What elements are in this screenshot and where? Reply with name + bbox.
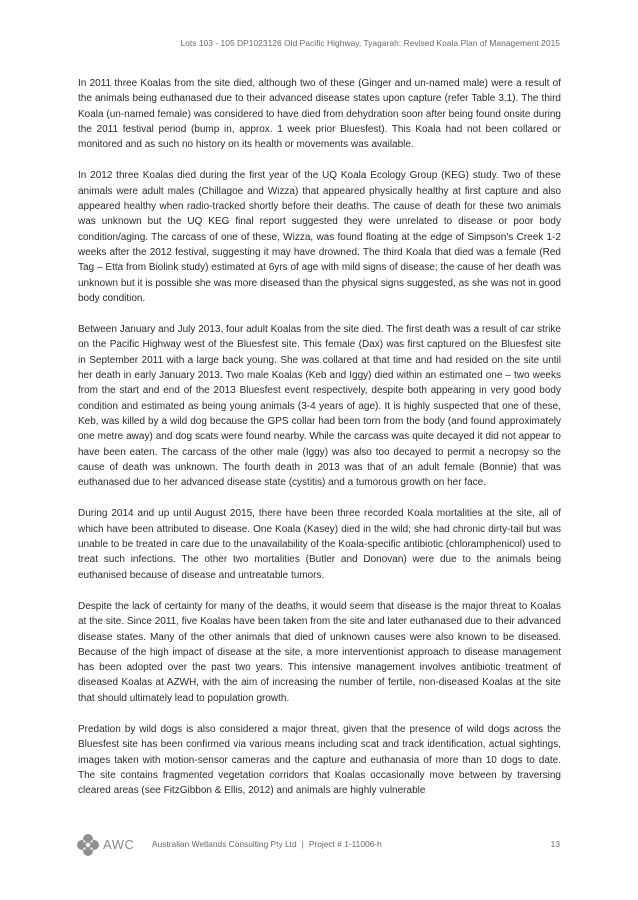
page-number: 13 xyxy=(550,839,560,849)
body-paragraph: During 2014 and up until August 2015, there have been three recorded Koala mortalities at the site, all of which have been attributed to disease. One Koala (Kasey) died in the wild; she had chronic dirty-tail but was unable to be treated in care due to the unavailability of the Koala-specific antibiotic (chloramphenicol) used to treat such infections. The other two mortalities (Butler and Donovan) were due to the animals being euthanised because of disease and untreatable tumors. xyxy=(78,508,561,581)
awc-logo-icon xyxy=(76,833,100,857)
footer-separator: | xyxy=(301,839,304,849)
logo-wordmark: AWC xyxy=(103,837,135,852)
body-paragraph: In 2011 three Koalas from the site died, although two of these (Ginger and un-named male) were a result of the animals being euthanased due to their advanced disease states upon capture (refer Table 3.1). The third Koala (un-named female) was considered to have died from dehydration soon after being found onsite during the 2011 festival period (bump in, approx. 1 week prior Bluesfest). This Koala had not been collared or monitored and as such no history on its health or movements was available. xyxy=(78,78,561,151)
page-footer xyxy=(0,830,638,860)
body-paragraph: Despite the lack of certainty for many of the deaths, it would seem that disease is the major threat to Koalas at the site. Since 2011, five Koalas have been taken from the site and later euthanased due to their advanced disease states. Many of the other animals that died of unknown causes were also known to be diseased. Because of the high impact of disease at the site, a more interventionist approach to disease management has been adopted over the past two years. This intensive management involves antibiotic treatment of diseased Koalas at AZWH, with the aim of increasing the number of fertile, non-diseased Koalas at the site that should ultimately lead to population growth. xyxy=(78,600,561,704)
document-body xyxy=(78,76,561,814)
body-paragraph: Predation by wild dogs is also considered a major threat, given that the presence of wild dogs across the Bluesfest site has been confirmed via various means including scat and track identification, actual sightings, images taken with motion-sensor cameras and the capture and euthanasia of more than 10 dogs to date. The site contains fragmented vegetation corridors that Koalas occasionally move between by traversing cleared areas (see FitzGibbon & Ellis, 2012) and animals are highly vulnerable xyxy=(78,723,561,797)
body-paragraph: In 2012 three Koalas died during the first year of the UQ Koala Ecology Group (KEG) study. Two of these animals were adult males (Chillagoe and Wizza) that appeared physically healthy at first capture and also appeared healthy when radio-tracked shortly before their deaths. The cause of death for these two animals was unknown but the UQ KEG final report suggested they were unrelated to disease or poor body condition/aging. The carcass of one of these, Wizza, was found floating at the edge of Simpson’s Creek 1-2 weeks after the 2012 festival, suggesting it may have drowned. The third Koala that died was a female (Red Tag – Etta from Biolink study) estimated at 6yrs of age with mild signs of disease; the cause of her death was unknown but it is possible she was more diseased than the physical signs suggested, as she was not in good body condition. xyxy=(78,170,561,304)
project-number: Project # 1-11006-h xyxy=(308,839,382,849)
body-paragraph: Between January and July 2013, four adult Koalas from the site died. The first death was a result of car strike on the Pacific Highway west of the Bluesfest site. This female (Dax) was first captured on the Bluesfest site in September 2011 with a large back young. She was collared at that time and had resided on the site until her death in early January 2013. Two male Koalas (Keb and Iggy) died within an estimated one – two weeks from the start and end of the 2013 Bluesfest event respectively, despite both appearing in very good body condition and estimated as being young animals (3-4 years of age). It is highly suspected that one of these, Keb, was killed by a wild dog because the GPS collar had been torn from the body (and found approximately one metre away) and dog scats were found nearby. While the carcass was quite decayed it did not appear to have been eaten. The carcass of the other male (Iggy) was also too decayed to permit a necropsy so the cause of death was unknown. The fourth death in 2013 was that of an adult female (Bonnie) that was euthanased due to her advanced disease state (cystitis) and a tumorous growth on her face. xyxy=(78,324,561,489)
footer-info xyxy=(152,839,382,849)
running-header: Lots 103 - 105 DP1023126 Old Pacific Highway, Tyagarah: Revised Koala Plan of Management 2015 xyxy=(180,38,560,48)
company-name: Australian Wetlands Consulting Pty Ltd xyxy=(152,839,297,849)
